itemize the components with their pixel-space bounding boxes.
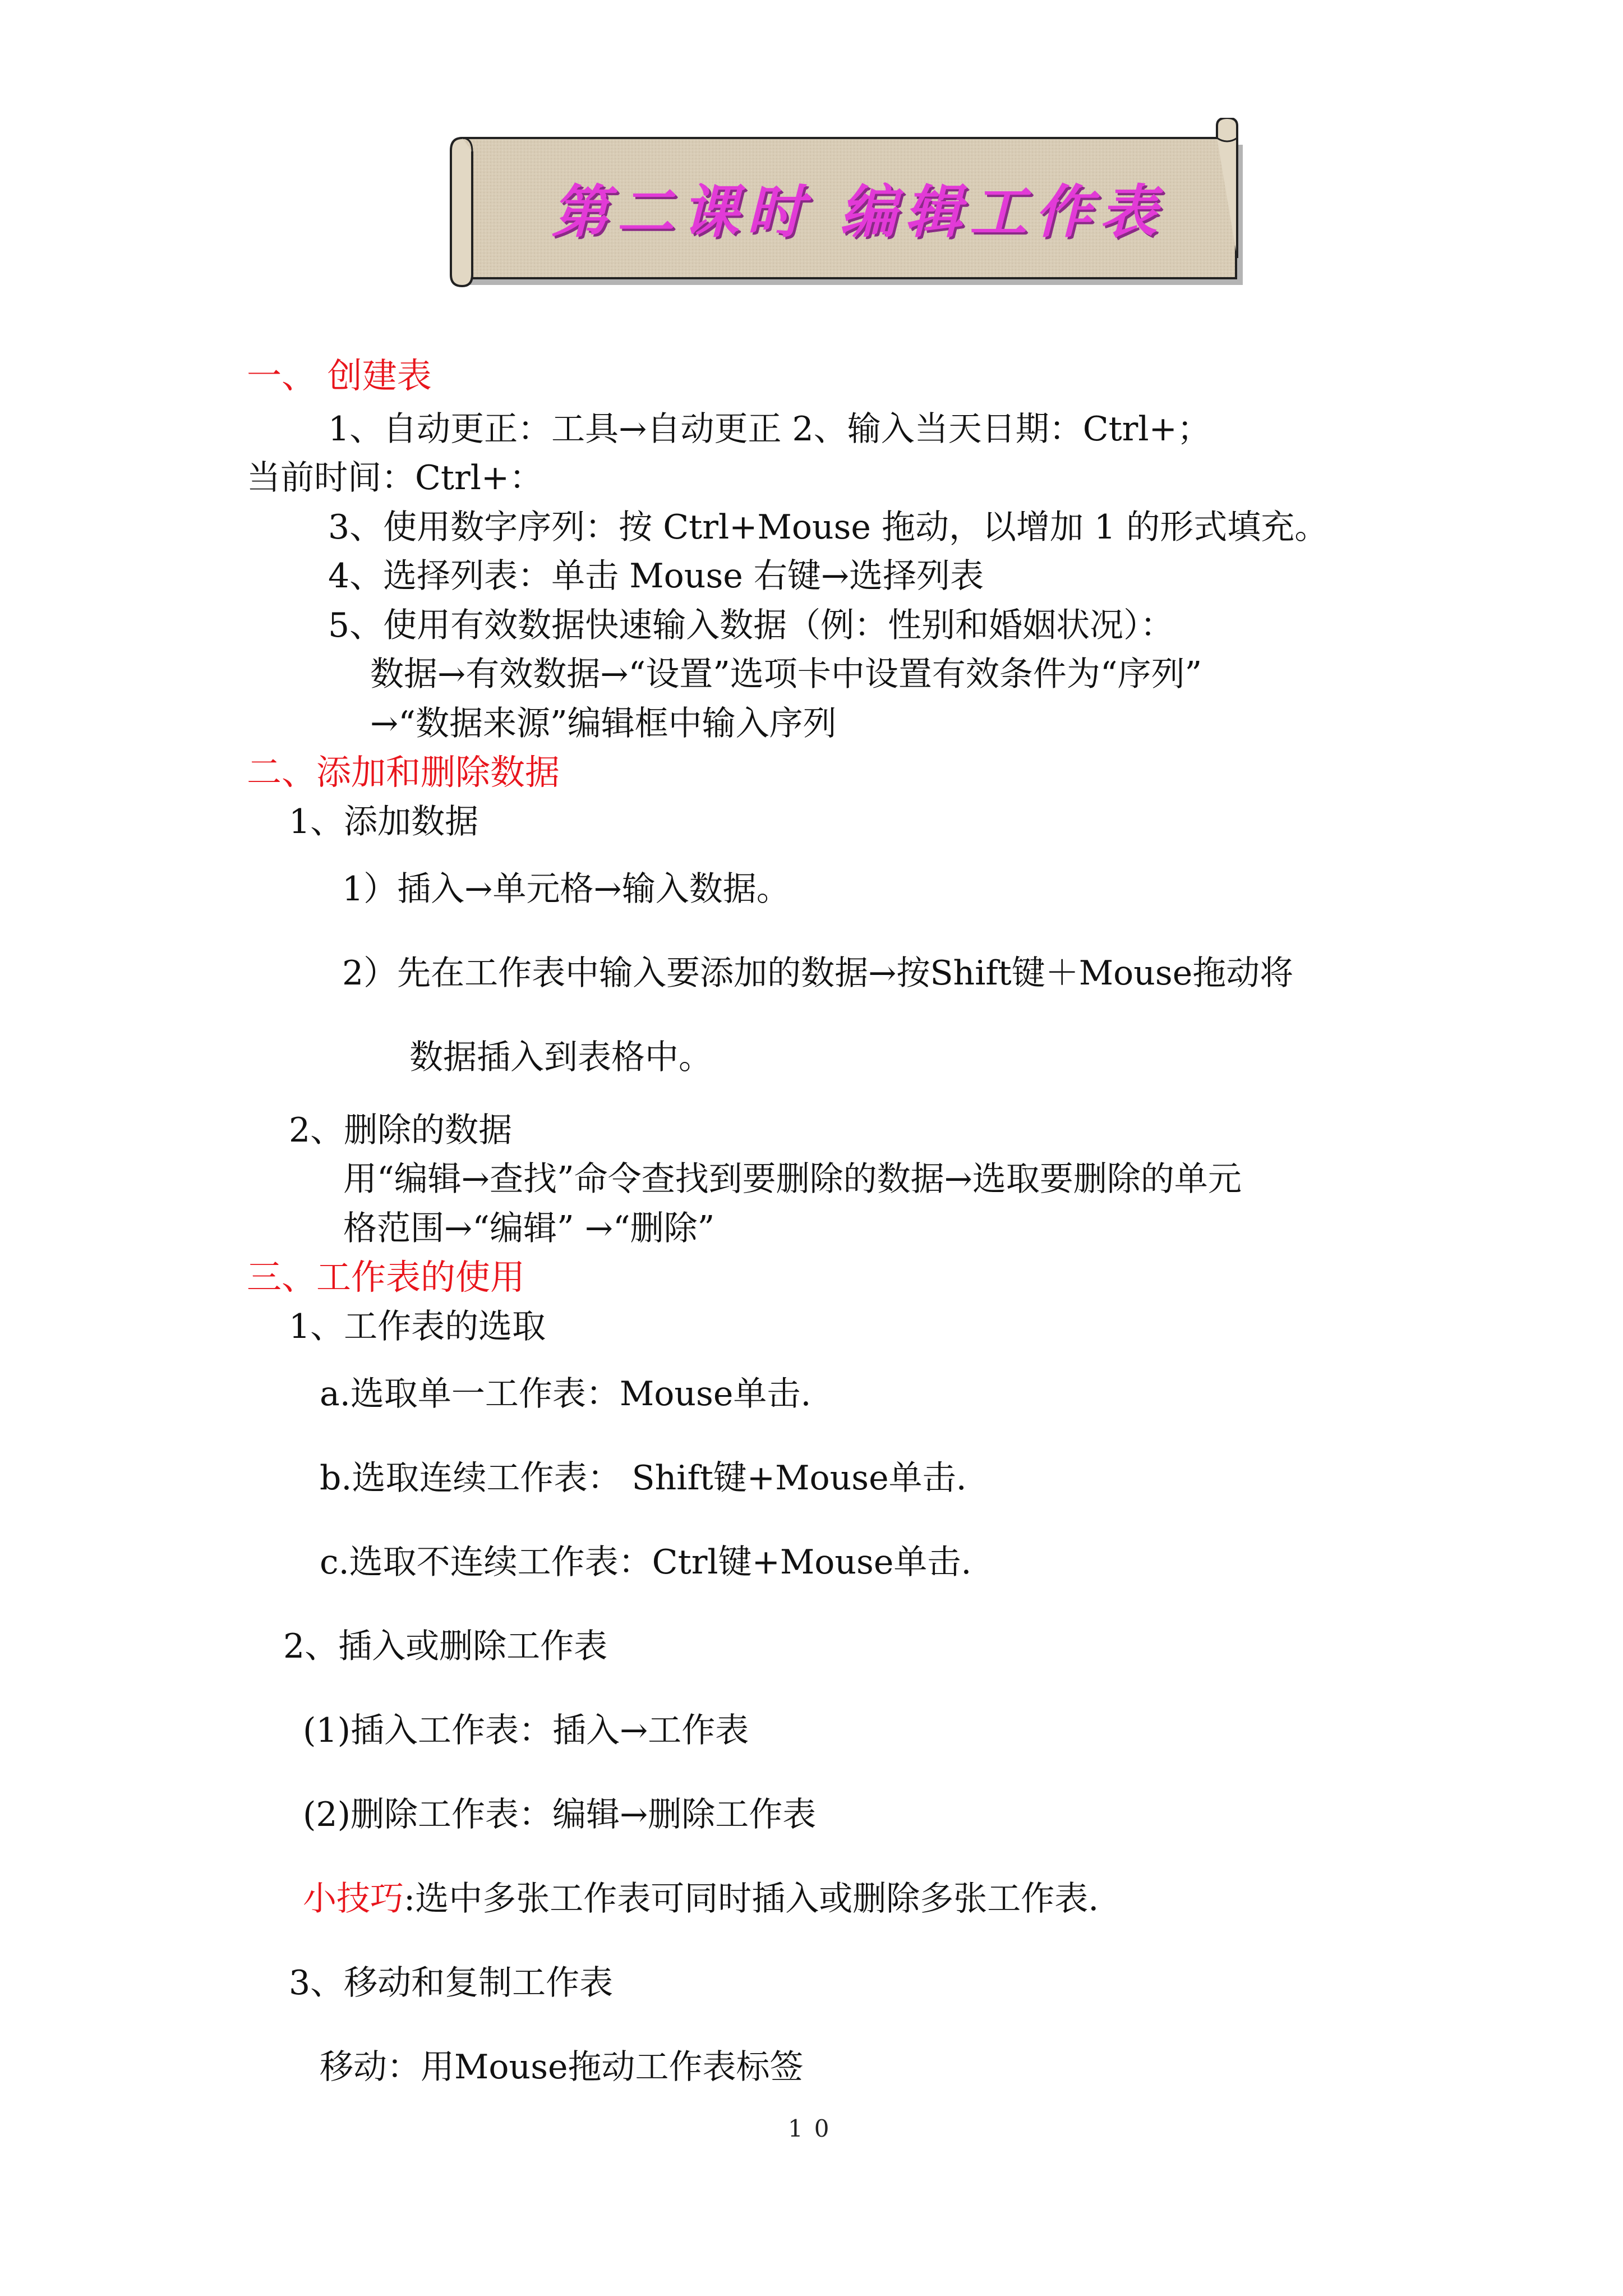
tip-label: 小技巧 [303,1879,404,1918]
text-line: a.选取单一工作表：Mouse单击. [320,1374,811,1414]
text-line: 数据插入到表格中。 [409,1038,712,1077]
text-line: 格范围→“编辑” →“删除” [343,1209,715,1248]
document-title: 第二课时 编辑工作表 [551,178,1165,246]
text-line: 1）插入→单元格→输入数据。 [342,869,790,909]
page-number: 10 [788,2115,841,2142]
text-line: 用“编辑→查找”命令查找到要删除的数据→选取要删除的单元 [343,1159,1242,1199]
tip-text: :选中多张工作表可同时插入或删除多张工作表. [404,1879,1099,1918]
text-line: (1)插入工作表：插入→工作表 [303,1711,749,1750]
text-line: 移动：用Mouse拖动工作表标签 [320,2047,804,2087]
text-line: 2、删除的数据 [289,1111,513,1150]
text-line: 2）先在工作表中输入要添加的数据→按Shift键＋Mouse拖动将 [342,954,1294,993]
text-line: 数据→有效数据→“设置”选项卡中设置有效条件为“序列” [370,655,1202,694]
text-line: c.选取不连续工作表：Ctrl键+Mouse单击. [320,1543,972,1582]
section-heading-worksheet-usage: 三、工作表的使用 [247,1257,525,1297]
text-line: →“数据来源”编辑框中输入序列 [370,704,837,743]
section-heading-create-table: 一、 创建表 [247,355,432,396]
text-line: 1、自动更正：工具→自动更正 2、输入当天日期：Ctrl+； [328,409,1211,449]
text-line: 4、选择列表：单击 Mouse 右键→选择列表 [328,556,984,596]
section-heading-add-delete-data: 二、添加和删除数据 [247,752,560,793]
text-line: 2、插入或删除工作表 [283,1627,608,1666]
text-line: 1、工作表的选取 [289,1307,546,1346]
text-line: 3、移动和复制工作表 [289,1963,614,2003]
tip-line [303,1876,1099,1921]
text-line: 1、添加数据 [289,802,479,841]
text-line: 3、使用数字序列：按 Ctrl+Mouse 拖动，以增加 1 的形式填充。 [328,508,1329,547]
title-banner [443,118,1262,292]
text-line: b.选取连续工作表： Shift键+Mouse单击. [320,1458,967,1498]
text-line: 当前时间：Ctrl+： [247,458,543,498]
text-line: (2)删除工作表：编辑→删除工作表 [303,1795,817,1834]
text-line: 5、使用有效数据快速输入数据（例：性别和婚姻状况）： [328,606,1174,645]
